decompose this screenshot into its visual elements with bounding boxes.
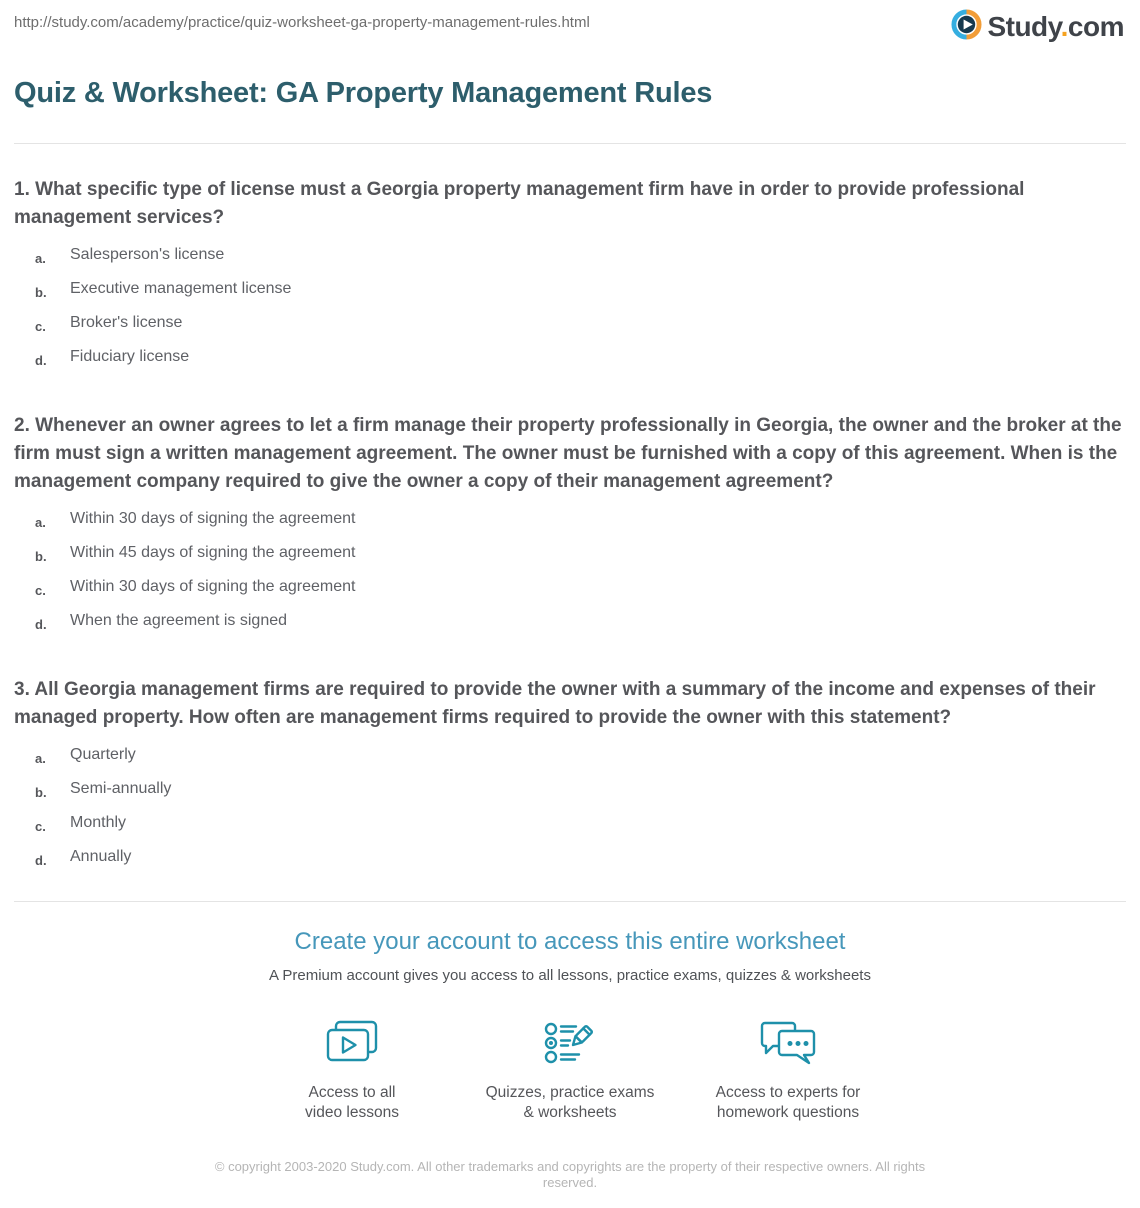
question-2-text: 2. Whenever an owner agrees to let a firm manage their property professionally in Georgia, the owner and the broker at the firm must sign a written management agreement. The owner must be furnished with a copy of this agreement. When is the management company required to give the owner a copy of their management agreement?: [14, 415, 1122, 492]
logo-wordmark: Study.com: [987, 11, 1124, 42]
feature-homework-experts: [679, 1017, 897, 1123]
feature-quizzes-worksheets: [461, 1017, 679, 1123]
feature-label: Quizzes, practice exams & worksheets: [485, 1084, 655, 1121]
question-1-option-c[interactable]: [14, 312, 1126, 334]
question-2-option-d[interactable]: [14, 610, 1126, 632]
question-3-text: 3. All Georgia management firms are required to provide the owner with a summary of the income and expenses of their managed property. How often are management firms required to provide the owner with this statement?: [14, 679, 1096, 728]
option-letter: c.: [35, 319, 46, 334]
option-letter: c.: [35, 583, 46, 598]
question-1: [14, 176, 1126, 368]
feature-label: Access to all video lessons: [305, 1084, 399, 1121]
question-3: [14, 676, 1126, 868]
question-1-option-b[interactable]: [14, 278, 1126, 300]
question-2-option-c[interactable]: [14, 576, 1126, 598]
question-2-option-b[interactable]: [14, 542, 1126, 564]
option-letter: a.: [35, 751, 46, 766]
option-text: Fiduciary license: [70, 348, 190, 365]
video-lessons-icon: [323, 1017, 381, 1069]
studycom-logo[interactable]: [951, 9, 1124, 45]
cta-divider: [14, 901, 1126, 902]
question-2: [14, 412, 1126, 632]
copyright-notice: © copyright 2003-2020 Study.com. All other trademarks and copyrights are the property of their respective owners. All rights reserved.: [214, 1159, 926, 1190]
feature-row: [0, 1017, 1140, 1123]
option-text: When the agreement is signed: [70, 612, 288, 629]
option-text: Monthly: [70, 814, 127, 831]
option-letter: a.: [35, 251, 46, 266]
option-text: Semi-annually: [70, 780, 172, 797]
question-3-option-a[interactable]: [14, 744, 1126, 766]
option-letter: b.: [35, 285, 47, 300]
option-text: Within 30 days of signing the agreement: [70, 510, 356, 527]
option-text: Salesperson's license: [70, 246, 225, 263]
option-text: Annually: [70, 848, 132, 865]
option-letter: d.: [35, 353, 47, 368]
option-letter: c.: [35, 819, 46, 834]
create-account-link[interactable]: Create your account to access this entire worksheet: [294, 928, 846, 955]
option-letter: d.: [35, 853, 47, 868]
question-2-option-a[interactable]: [14, 508, 1126, 530]
quizzes-worksheets-icon: [542, 1017, 598, 1069]
question-1-options: [14, 244, 1126, 368]
question-1-option-d[interactable]: [14, 346, 1126, 368]
chat-experts-icon: [758, 1017, 818, 1069]
feature-label: Access to experts for homework questions: [715, 1084, 861, 1121]
option-text: Within 30 days of signing the agreement: [70, 578, 356, 595]
question-3-option-b[interactable]: [14, 778, 1126, 800]
question-3-option-c[interactable]: [14, 812, 1126, 834]
top-bar: [0, 0, 1140, 45]
option-text: Quarterly: [70, 746, 136, 763]
option-letter: b.: [35, 785, 47, 800]
play-logo-icon: [951, 9, 982, 45]
question-3-option-d[interactable]: [14, 846, 1126, 868]
title-divider: [14, 143, 1126, 144]
option-letter: b.: [35, 549, 47, 564]
question-1-text: 1. What specific type of license must a Georgia property management firm have in order to provide professional management services?: [14, 179, 1025, 228]
question-1-option-a[interactable]: [14, 244, 1126, 266]
option-text: Broker's license: [70, 314, 183, 331]
question-2-options: [14, 508, 1126, 632]
page-title: Quiz & Worksheet: GA Property Management Rules: [14, 77, 713, 109]
cta-section: [0, 928, 1140, 1123]
option-letter: a.: [35, 515, 46, 530]
option-text: Within 45 days of signing the agreement: [70, 544, 356, 561]
page-url: http://study.com/academy/practice/quiz-worksheet-ga-property-management-rules.html: [14, 14, 590, 31]
question-3-options: [14, 744, 1126, 868]
option-text: Executive management license: [70, 280, 292, 297]
option-letter: d.: [35, 617, 47, 632]
premium-subheading: A Premium account gives you access to all lessons, practice exams, quizzes & worksheets: [269, 967, 871, 984]
feature-video-lessons: [243, 1017, 461, 1123]
